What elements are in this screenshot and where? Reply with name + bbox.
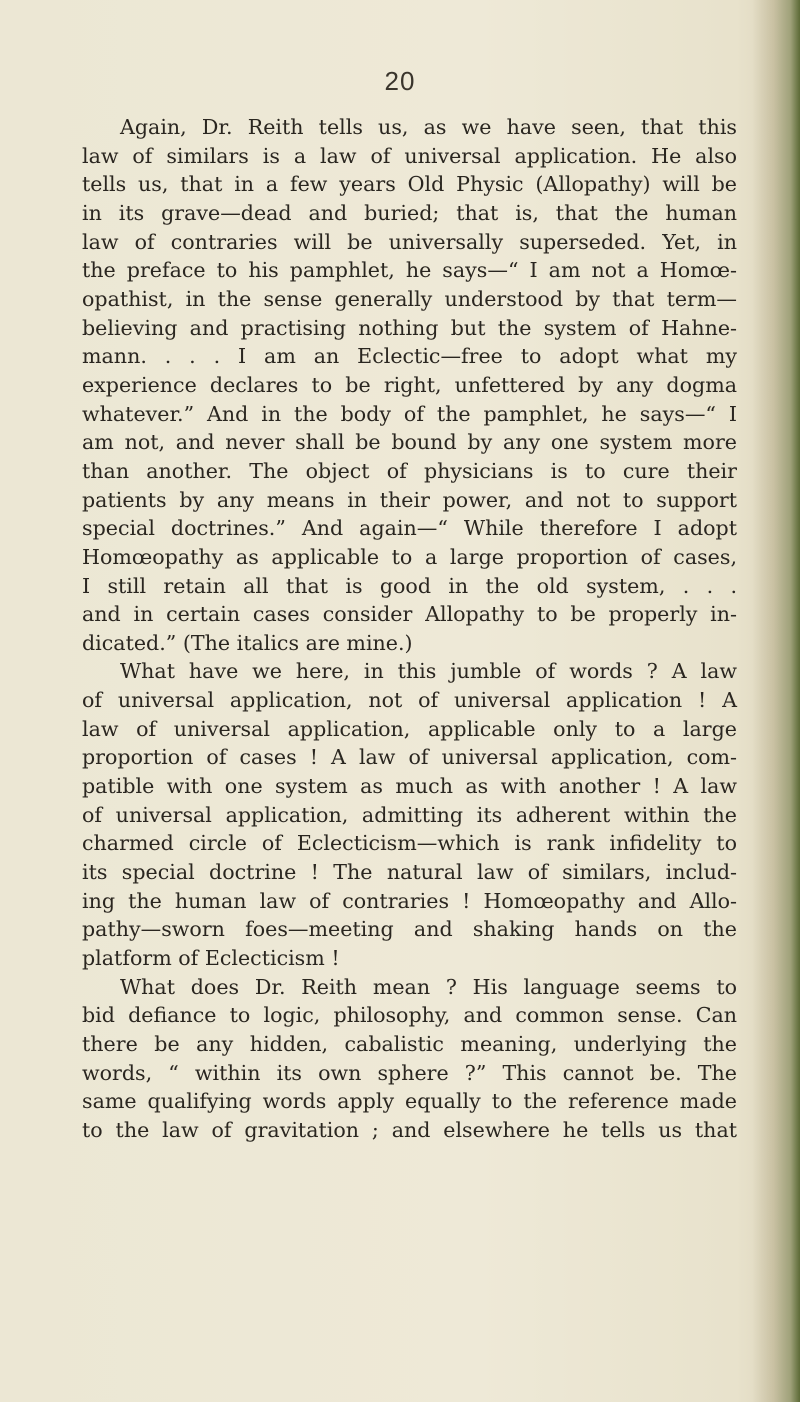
text-line: What have we here, in this jumble of words ? A law [120, 659, 737, 684]
text-line: patible with one system as much as with another ! A law [82, 774, 737, 799]
text-line: law of contraries will be universally superseded. Yet, in [82, 229, 737, 254]
text-line: Homœopathy as applicable to a large proportion of cases, [82, 544, 737, 569]
text-line: am not, and never shall be bound by any one system more [82, 430, 737, 455]
text-line: in its grave—dead and buried; that is, that the human [82, 200, 737, 225]
text-line: than another. The object of physicians is to cure their [82, 458, 737, 483]
text-line: ing the human law of contraries ! Homœopathy and Allo- [82, 888, 737, 913]
text-line: platform of Eclecticism ! [82, 946, 340, 971]
text-line: there be any hidden, cabalistic meaning, underlying the [82, 1032, 737, 1056]
text-line: bid defiance to logic, philosophy, and common sense. Can [82, 1003, 737, 1028]
text-line: and in certain cases consider Allopathy to be properly in- [82, 602, 737, 627]
text-line: What does Dr. Reith mean ? His language seems to [120, 974, 737, 999]
text-line: whatever.” And in the body of the pamphlet, he says—“ I [82, 401, 737, 426]
page-number: 20 [384, 66, 416, 96]
text-line: mann. . . . I am an Eclectic—free to adopt what my [82, 344, 737, 369]
text-line: believing and practising nothing but the system of Hahne- [82, 315, 737, 340]
text-line: law of similars is a law of universal application. He also [82, 143, 737, 168]
text-line: words, “ within its own sphere ?” This cannot be. The [82, 1060, 737, 1085]
text-line: same qualifying words apply equally to the reference made [82, 1089, 737, 1114]
text-line: patients by any means in their power, and not to support [82, 487, 737, 512]
text-line: special doctrines.” And again—“ While therefore I adopt [82, 516, 737, 541]
text-line: to the law of gravitation ; and elsewhere he tells us that [82, 1117, 737, 1142]
text-line: of universal application, admitting its adherent within the [82, 802, 737, 827]
text-line: I still retain all that is good in the old system, . . . [82, 573, 737, 598]
text-line: its special doctrine ! The natural law of similars, includ- [82, 860, 737, 885]
text-line: experience declares to be right, unfettered by any dogma [82, 372, 737, 397]
page-edge-shadow [752, 0, 800, 1402]
body-text [82, 113, 737, 1145]
text-line: tells us, that in a few years Old Physic (Allopathy) will be [82, 172, 737, 197]
text-line: charmed circle of Eclecticism—which is rank infidelity to [82, 831, 737, 856]
text-line: law of universal application, applicable only to a large [82, 716, 737, 741]
text-line: Again, Dr. Reith tells us, as we have seen, that this [120, 115, 737, 139]
text-line: pathy—sworn foes—meeting and shaking hands on the [82, 917, 737, 942]
text-line: the preface to his pamphlet, he says—“ I am not a Homœ- [82, 258, 737, 283]
text-line: of universal application, not of universal application ! A [82, 688, 737, 713]
text-line: opathist, in the sense generally understood by that term— [82, 286, 737, 311]
text-line: dicated.” (The italics are mine.) [82, 630, 413, 655]
text-line: proportion of cases ! A law of universal application, com- [82, 745, 737, 770]
